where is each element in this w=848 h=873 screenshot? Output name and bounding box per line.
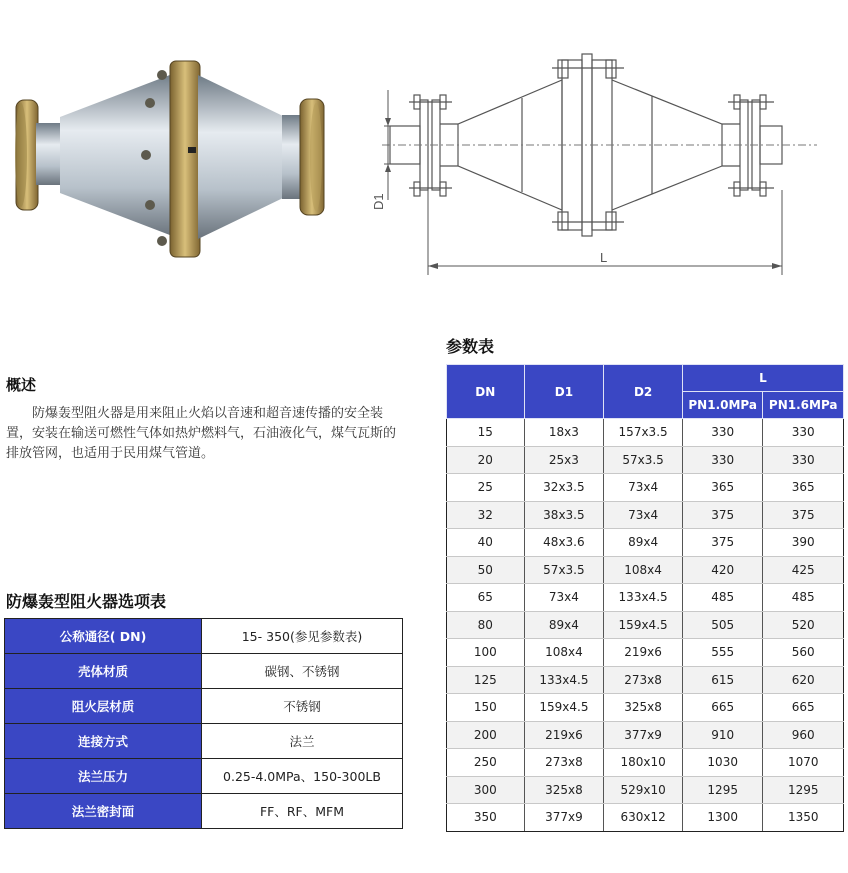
- cell-dn: 100: [447, 639, 525, 667]
- cell-dn: 250: [447, 749, 525, 777]
- cell-pn10: 665: [682, 694, 763, 722]
- cell-d2: 133x4.5: [604, 584, 683, 612]
- cell-d1: 48x3.6: [524, 529, 604, 557]
- table-row: [447, 666, 844, 694]
- technical-drawing: [362, 40, 822, 280]
- cell-pn16: 1350: [763, 804, 844, 832]
- cell-pn10: 505: [682, 611, 763, 639]
- table-row: [447, 776, 844, 804]
- cell-d1: 219x6: [524, 721, 604, 749]
- options-table-title: 防爆轰型阻火器选项表: [6, 592, 167, 611]
- cell-dn: 200: [447, 721, 525, 749]
- cell-pn16: 1295: [763, 776, 844, 804]
- cell-d1: 18x3: [524, 419, 604, 447]
- header-pn10: PN1.0MPa: [682, 392, 763, 419]
- cell-d1: 377x9: [524, 804, 604, 832]
- cell-d1: 273x8: [524, 749, 604, 777]
- cell-d1: 38x3.5: [524, 501, 604, 529]
- cell-pn10: 365: [682, 474, 763, 502]
- option-key: 壳体材质: [5, 654, 202, 689]
- cell-d1: 73x4: [524, 584, 604, 612]
- cell-pn10: 330: [682, 419, 763, 447]
- cell-d2: 57x3.5: [604, 446, 683, 474]
- product-photo: [10, 55, 330, 270]
- option-key: 连接方式: [5, 724, 202, 759]
- options-row: [5, 654, 403, 689]
- cell-pn16: 330: [763, 446, 844, 474]
- cell-d1: 133x4.5: [524, 666, 604, 694]
- cell-dn: 65: [447, 584, 525, 612]
- overview-title: 概述: [6, 376, 37, 394]
- option-value: 法兰: [202, 724, 403, 759]
- table-row: [447, 721, 844, 749]
- params-table-title: 参数表: [446, 337, 495, 356]
- options-row: [5, 619, 403, 654]
- cell-pn16: 560: [763, 639, 844, 667]
- cell-pn16: 365: [763, 474, 844, 502]
- table-row: [447, 419, 844, 447]
- table-row: [447, 529, 844, 557]
- table-row: [447, 556, 844, 584]
- cell-pn10: 1300: [682, 804, 763, 832]
- table-row: [447, 611, 844, 639]
- cell-dn: 125: [447, 666, 525, 694]
- option-value: 碳钢、不锈钢: [202, 654, 403, 689]
- cell-d2: 529x10: [604, 776, 683, 804]
- cell-pn10: 330: [682, 446, 763, 474]
- cell-pn10: 555: [682, 639, 763, 667]
- option-key: 法兰压力: [5, 759, 202, 794]
- cell-d2: 219x6: [604, 639, 683, 667]
- cell-pn16: 330: [763, 419, 844, 447]
- cell-dn: 80: [447, 611, 525, 639]
- cell-pn16: 485: [763, 584, 844, 612]
- cell-d1: 25x3: [524, 446, 604, 474]
- table-row: [447, 694, 844, 722]
- option-key: 法兰密封面: [5, 794, 202, 829]
- table-row: [447, 474, 844, 502]
- header-d2: D2: [604, 365, 683, 419]
- cell-d2: 273x8: [604, 666, 683, 694]
- option-value: 不锈钢: [202, 689, 403, 724]
- header-pn16: PN1.6MPa: [763, 392, 844, 419]
- params-table: [446, 364, 844, 832]
- options-row: [5, 689, 403, 724]
- cell-pn10: 485: [682, 584, 763, 612]
- cell-d2: 180x10: [604, 749, 683, 777]
- overview-text: 防爆轰型阻火器是用来阻止火焰以音速和超音速传播的安全装置，安装在输送可燃性气体如热炉燃料气，石油液化气，煤气瓦斯的排放管网，也适用于民用煤气管道。: [6, 406, 397, 461]
- cell-pn16: 960: [763, 721, 844, 749]
- cell-d2: 73x4: [604, 501, 683, 529]
- table-row: [447, 501, 844, 529]
- cell-d1: 325x8: [524, 776, 604, 804]
- cell-d2: 73x4: [604, 474, 683, 502]
- cell-pn16: 665: [763, 694, 844, 722]
- cell-dn: 15: [447, 419, 525, 447]
- cell-d2: 89x4: [604, 529, 683, 557]
- header-l: L: [682, 365, 843, 392]
- cell-pn10: 910: [682, 721, 763, 749]
- cell-pn16: 375: [763, 501, 844, 529]
- cell-pn10: 420: [682, 556, 763, 584]
- option-value: FF、RF、MFM: [202, 794, 403, 829]
- table-row: [447, 639, 844, 667]
- cell-pn10: 615: [682, 666, 763, 694]
- cell-d2: 157x3.5: [604, 419, 683, 447]
- cell-d2: 159x4.5: [604, 611, 683, 639]
- cell-d1: 57x3.5: [524, 556, 604, 584]
- cell-dn: 32: [447, 501, 525, 529]
- cell-dn: 300: [447, 776, 525, 804]
- cell-d1: 108x4: [524, 639, 604, 667]
- options-row: [5, 759, 403, 794]
- cell-pn10: 375: [682, 529, 763, 557]
- cell-dn: 40: [447, 529, 525, 557]
- cell-d1: 159x4.5: [524, 694, 604, 722]
- table-row: [447, 749, 844, 777]
- cell-d1: 32x3.5: [524, 474, 604, 502]
- cell-pn10: 1295: [682, 776, 763, 804]
- cell-pn16: 620: [763, 666, 844, 694]
- table-row: [447, 804, 844, 832]
- cell-dn: 50: [447, 556, 525, 584]
- cell-d2: 325x8: [604, 694, 683, 722]
- header-dn: DN: [447, 365, 525, 419]
- option-key: 公称通径( DN): [5, 619, 202, 654]
- option-value: 0.25-4.0MPa、150-300LB: [202, 759, 403, 794]
- cell-d1: 89x4: [524, 611, 604, 639]
- table-row: [447, 446, 844, 474]
- cell-d2: 630x12: [604, 804, 683, 832]
- cell-pn16: 1070: [763, 749, 844, 777]
- table-row: [447, 584, 844, 612]
- options-table: [4, 618, 403, 829]
- l-label: L: [600, 250, 608, 265]
- header-d1: D1: [524, 365, 604, 419]
- cell-dn: 350: [447, 804, 525, 832]
- option-key: 阻火层材质: [5, 689, 202, 724]
- cell-d2: 108x4: [604, 556, 683, 584]
- d1-label: D1: [371, 193, 386, 210]
- options-row: [5, 724, 403, 759]
- cell-pn10: 375: [682, 501, 763, 529]
- cell-pn16: 425: [763, 556, 844, 584]
- cell-dn: 25: [447, 474, 525, 502]
- cell-dn: 20: [447, 446, 525, 474]
- option-value: 15- 350(参见参数表): [202, 619, 403, 654]
- options-row: [5, 794, 403, 829]
- cell-d2: 377x9: [604, 721, 683, 749]
- cell-pn16: 390: [763, 529, 844, 557]
- cell-dn: 150: [447, 694, 525, 722]
- cell-pn10: 1030: [682, 749, 763, 777]
- cell-pn16: 520: [763, 611, 844, 639]
